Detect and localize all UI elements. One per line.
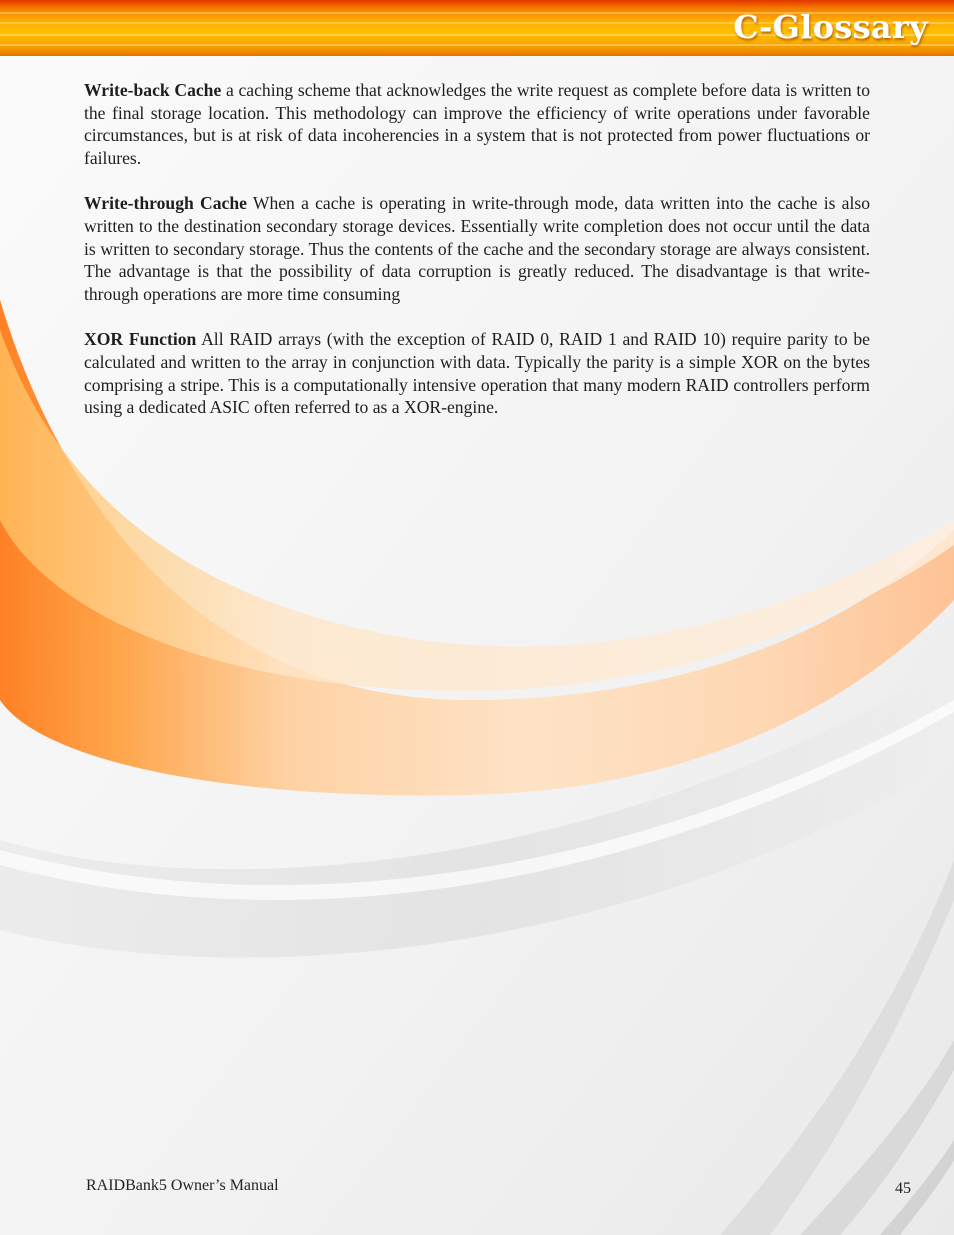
glossary-definition: a caching scheme that acknowledges the write request as complete before data is written to the final storage location. This methodology can improve the efficiency of write operations under favorable circumstances, but is at risk of data incoherencies in a system that is not protected from power fluctuations or failures. [84, 80, 871, 168]
glossary-entry-write-through-cache [84, 192, 870, 305]
glossary-definition: All RAID arrays (with the exception of RAID 0, RAID 1 and RAID 10) require parity to be calculated and written to the array in conjunction with data. Typically the parity is a simple XOR on the bytes comprising a stripe. This is a computationally intensive operation that many modern RAID controllers perform using a dedicated ASIC often referred to as a XOR-engine. [84, 329, 870, 418]
glossary-term: XOR Function [84, 329, 197, 350]
page-header-bar [0, 0, 954, 56]
footer-page-number: 45 [895, 1180, 911, 1197]
page-title: C-Glossary [733, 8, 928, 46]
glossary-definition: When a cache is operating in write-through mode, data written into the cache is also written to the destination secondary storage devices. Essentially write completion does not occur until the data is written to secondary storage. Thus the contents of the cache and the secondary storage are always consistent. The advantage is that the possibility of data corruption is greatly reduced. The disadvantage is that write-through operations are more time consuming [84, 193, 870, 304]
glossary-term: Write-through Cache [84, 193, 247, 214]
glossary-term: Write-back Cache [84, 80, 222, 100]
footer-manual-name: RAIDBank5 Owner’s Manual [86, 1177, 279, 1194]
glossary-entry-write-back-cache [84, 79, 870, 169]
glossary-entry-xor-function [84, 328, 870, 418]
glossary-content [84, 79, 870, 442]
